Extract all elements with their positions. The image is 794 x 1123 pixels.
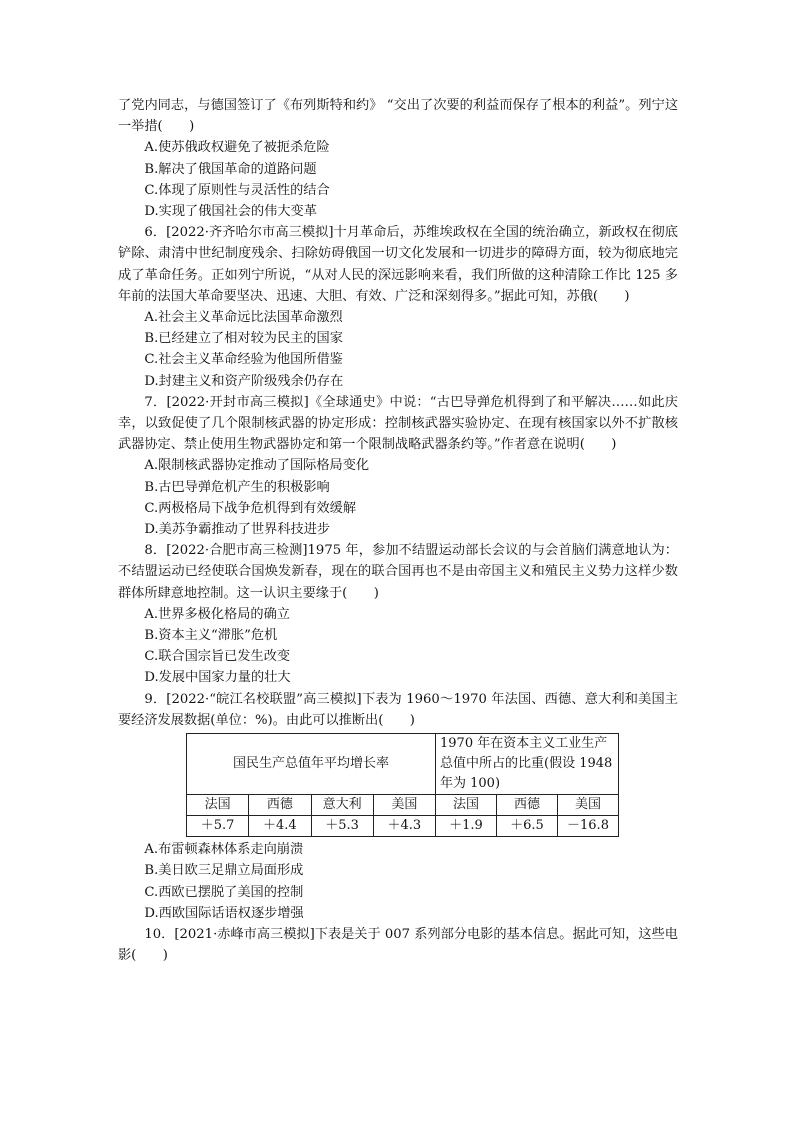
table-cell: 西德 — [249, 795, 311, 816]
option-b: B.解决了俄国革命的道路问题 — [144, 161, 317, 177]
option-a: A.布雷顿森林体系走向崩溃 — [144, 842, 304, 858]
table-row — [187, 816, 619, 837]
question-9-stem: 9．[2022·“皖江名校联盟”高三模拟]下表为 1960～1970 年法国、西德、意大利和美国主要经济发展数据(单位：%)。由此可以推断出( ) — [118, 691, 678, 728]
option-d: D.美苏争霸推动了世界科技进步 — [144, 522, 331, 538]
table-cell: ＋6.5 — [497, 816, 558, 837]
option-b: B.美日欧三足鼎立局面形成 — [144, 863, 304, 879]
table-cell: 法国 — [187, 795, 249, 816]
question-7-stem: 7．[2022·开封市高三模拟]《全球通史》中说：“古巴导弹危机得到了和平解决……如此庆幸，以致促使了几个限制核武器的协定形成：控制核武器实验协定、在现有核国家以外不扩散核武器协定、禁止使用生物武器协定和第一个限制战略武器条约等。”作者意在说明( ) — [118, 394, 678, 453]
table-row — [187, 795, 619, 816]
question-6-stem: 6．[2022·齐齐哈尔市高三模拟]十月革命后，苏维埃政权在全国的统治确立，新政权在彻底铲除、肃清中世纪制度残余、扫除妨碍俄国一切文化发展和一切进步的障碍方面，较为彻底地完成了革命任务。正如列宁所说，“从对人民的深远影响来看，我们所做的这种清除工作比 125 多年前的法国大革命要坚决、迅速、大胆、有效、广泛和深刻得多。”据此可知，苏俄( ) — [118, 225, 678, 304]
question-10-stem: 10．[2021·赤峰市高三模拟]下表是关于 007 系列部分电影的基本信息。据此可知，这些电影( ) — [118, 926, 678, 964]
option-a: A.世界多极化格局的确立 — [144, 606, 290, 622]
option-a: A.限制核武器协定推动了国际格局变化 — [144, 458, 370, 474]
option-a: A.社会主义革命远比法国革命激烈 — [144, 310, 343, 326]
table-cell: ＋4.3 — [373, 816, 435, 837]
table-cell: ＋5.3 — [311, 816, 373, 837]
document-page — [118, 95, 678, 966]
option-d: D.实现了俄国社会的伟大变革 — [144, 204, 317, 220]
table-cell: ＋4.4 — [249, 816, 311, 837]
question-8-stem: 8．[2022·合肥市高三检测]1975 年，参加不结盟运动部长会议的与会首脑们满意地认为：不结盟运动已经使联合国焕发新春，现在的联合国再也不是由帝国主义和殖民主义势力这样少数群体所肆意地控制。这一认识主要缘于( ) — [118, 543, 678, 601]
table-header-left: 国民生产总值年平均增长率 — [187, 734, 436, 795]
option-d: D.发展中国家力量的壮大 — [144, 670, 291, 686]
option-c: C.联合国宗旨已发生改变 — [144, 649, 291, 665]
option-b: B.已经建立了相对较为民主的国家 — [144, 331, 343, 347]
option-d: D.封建主义和资产阶级残余仍存在 — [144, 373, 344, 389]
table-cell: ＋1.9 — [436, 816, 497, 837]
option-a: A.使苏俄政权避免了被扼杀危险 — [144, 140, 330, 156]
table-cell: 法国 — [436, 795, 497, 816]
option-c: C.体现了原则性与灵活性的结合 — [144, 182, 330, 198]
table-cell: 意大利 — [311, 795, 373, 816]
table-header-right: 1970 年在资本主义工业生产总值中所占的比重(假设 1948 年为 100) — [436, 734, 619, 795]
table-cell: 美国 — [558, 795, 619, 816]
table-cell: 美国 — [373, 795, 435, 816]
option-b: B.资本主义“滞胀”危机 — [144, 628, 278, 644]
option-d: D.西欧国际话语权逐步增强 — [144, 905, 304, 921]
table-cell: 西德 — [497, 795, 558, 816]
intro-text: 了党内同志，与德国签订了《布列斯特和约》 “交出了次要的利益而保存了根本的利益”。列宁这一举措( ) — [118, 98, 678, 135]
option-c: C.西欧已摆脱了美国的控制 — [144, 884, 304, 900]
table-cell: ＋5.7 — [187, 816, 249, 837]
option-c: C.两极格局下战争危机得到有效缓解 — [144, 500, 357, 516]
economic-data-table — [186, 733, 619, 837]
table-row — [187, 734, 619, 795]
option-b: B.古巴导弹危机产生的积极影响 — [144, 479, 330, 495]
option-c: C.社会主义革命经验为他国所借鉴 — [144, 352, 343, 368]
table-cell: －16.8 — [558, 816, 619, 837]
